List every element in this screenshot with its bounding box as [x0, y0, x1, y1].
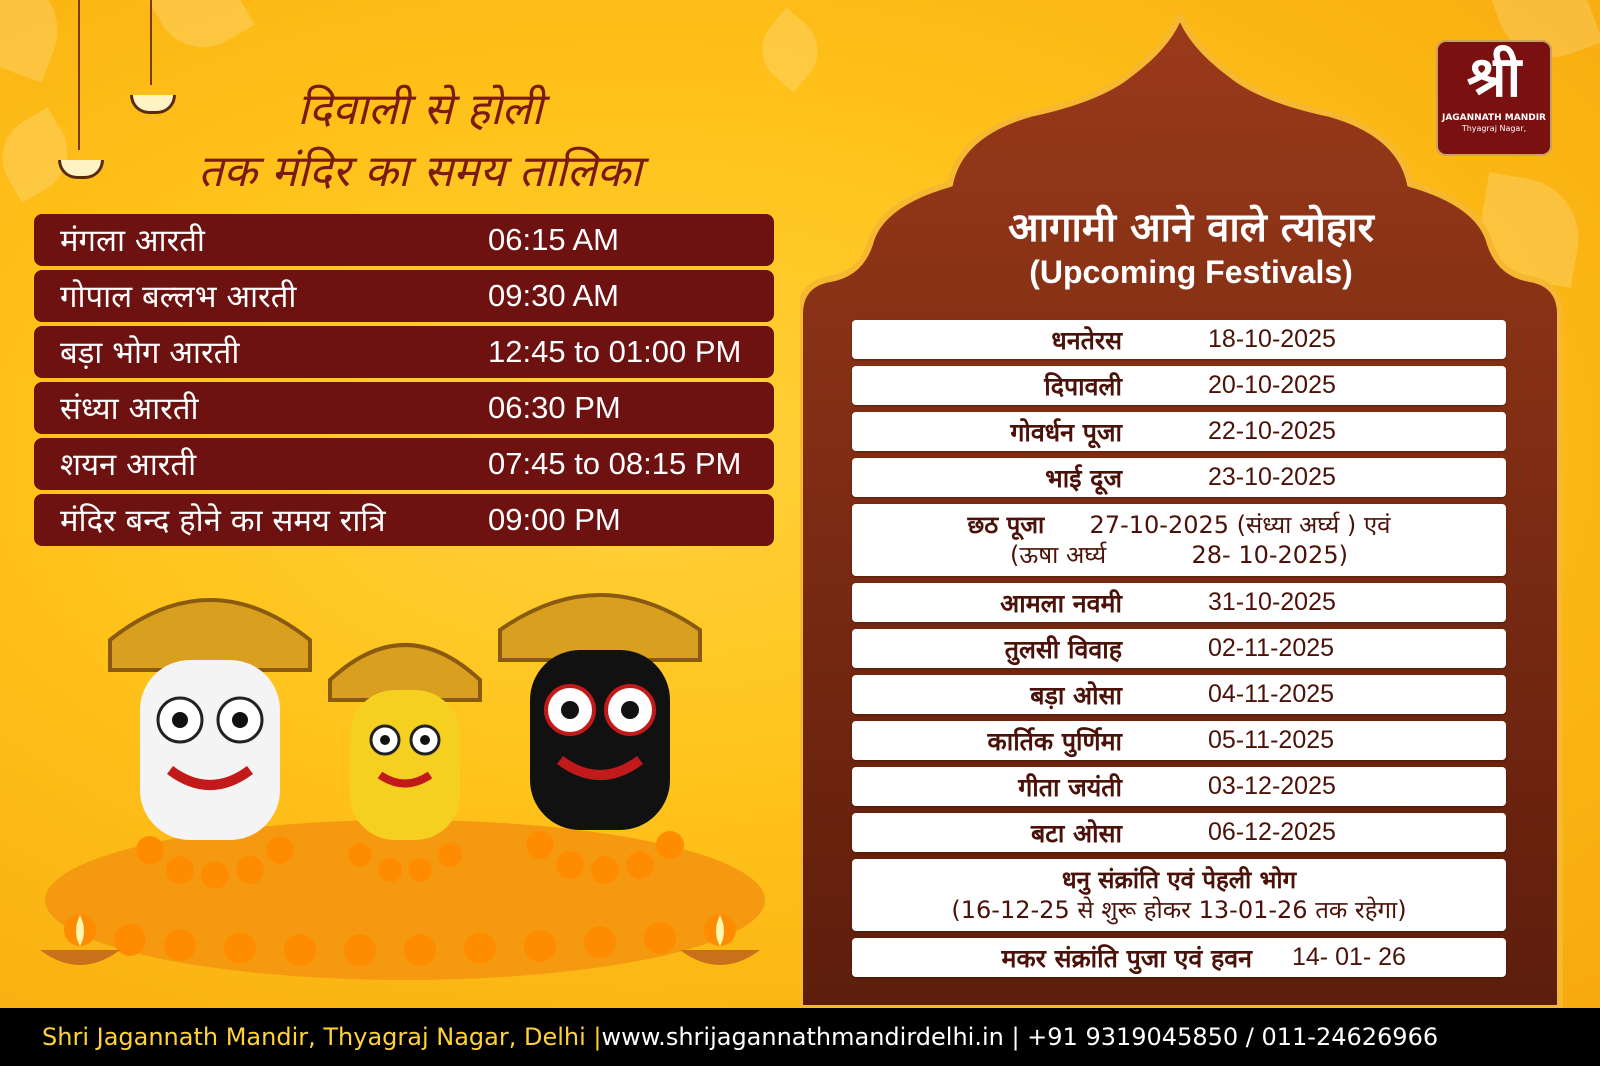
logo-subtext: Thyagraj Nagar, [1461, 124, 1527, 133]
page-title-line1: दिवाली से होली [297, 84, 543, 135]
festival-name: छठ पूजा [967, 511, 1045, 539]
footer-contact[interactable]: www.shrijagannathmandirdelhi.in | +91 9319045850 / 011-24626966 [601, 1023, 1439, 1051]
festival-date: 23-10-2025 [1208, 463, 1336, 491]
deity-illustration [40, 570, 770, 990]
festival-row [852, 938, 1506, 977]
festival-name: बटा ओसा [1030, 818, 1122, 848]
hanging-lamp-icon [58, 160, 104, 179]
festival-row [852, 629, 1506, 668]
festival-row [852, 721, 1506, 760]
festival-row [852, 675, 1506, 714]
timing-row [34, 270, 774, 322]
festival-row [852, 813, 1506, 852]
lamp-chain [150, 0, 152, 85]
leaf-decoration [0, 0, 73, 83]
festival-name: गोवर्धन पूजा [1010, 417, 1122, 447]
festivals-heading-english: (Upcoming Festivals) [1029, 254, 1353, 290]
festival-date: 31-10-2025 [1208, 588, 1336, 616]
aarti-name: मंदिर बन्द होने का समय रात्रि [60, 503, 386, 539]
aarti-name: शयन आरती [60, 447, 197, 483]
festival-name: दिपावली [1044, 371, 1122, 401]
festival-name: तुलसी विवाह [1004, 634, 1122, 664]
festival-date: 27-10-2025 (संध्या अर्घ्य ) एवं [1089, 511, 1391, 539]
aarti-time: 06:15 AM [488, 222, 619, 257]
aarti-name: गोपाल बल्लभ आरती [60, 279, 297, 315]
festival-row [852, 458, 1506, 497]
deity-subhadra [330, 645, 480, 840]
festival-date: 04-11-2025 [1208, 680, 1335, 708]
festival-date: 06-12-2025 [1208, 818, 1336, 846]
page-title-line2: तक मंदिर का समय तालिका [198, 146, 642, 197]
aarti-name: बड़ा भोग आरती [60, 335, 240, 371]
festival-list [852, 320, 1506, 984]
timing-row [34, 382, 774, 434]
festival-date: 05-11-2025 [1208, 726, 1335, 754]
festival-date: 02-11-2025 [1208, 634, 1335, 662]
festival-name: आमला नवमी [1000, 588, 1122, 618]
festival-row-dhanu [852, 859, 1506, 931]
festival-row [852, 583, 1506, 622]
chhath-line1 [967, 510, 1390, 540]
chhath-line2 [1010, 540, 1348, 570]
festival-row [852, 412, 1506, 451]
aarti-name: संध्या आरती [60, 391, 199, 427]
logo-text: JAGANNATH MANDIR [1441, 113, 1546, 123]
festival-row [852, 767, 1506, 806]
aarti-time: 06:30 PM [488, 390, 621, 425]
shri-logo-glyph: श्री [1466, 44, 1522, 110]
festival-date: 22-10-2025 [1208, 417, 1336, 445]
timing-row [34, 214, 774, 266]
footer-address: Shri Jagannath Mandir, Thyagraj Nagar, Delhi | [42, 1023, 602, 1051]
festival-name: धनतेरस [1051, 325, 1122, 355]
timing-row [34, 438, 774, 490]
deity-jagannath [500, 595, 700, 830]
lamp-chain [78, 0, 80, 150]
festival-date: 14- 01- 26 [1292, 943, 1406, 971]
festival-date: 03-12-2025 [1208, 772, 1336, 800]
festivals-heading-hindi: आगामी आने वाले त्योहार [1008, 205, 1374, 251]
festival-row-chhath [852, 504, 1506, 576]
festival-detail: (16-12-25 से शुरू होकर 13-01-26 तक रहेगा) [951, 896, 1407, 924]
festival-name: कार्तिक पुर्णिमा [987, 726, 1122, 756]
temple-logo [1436, 40, 1552, 156]
leaf-decoration [0, 107, 83, 203]
festival-date: 28- 10-2025) [1191, 541, 1348, 569]
timing-row [34, 494, 774, 546]
festival-date: 20-10-2025 [1208, 371, 1336, 399]
leaf-decoration [145, 0, 254, 65]
festival-name: धनु संक्रांति एवं पेहली भोग [1061, 866, 1297, 894]
timing-row [34, 326, 774, 378]
festival-name: बड़ा ओसा [1030, 680, 1122, 710]
festival-row [852, 366, 1506, 405]
aarti-time: 07:45 to 08:15 PM [488, 446, 742, 481]
festival-date: 18-10-2025 [1208, 325, 1336, 353]
festival-name: गीता जयंती [1018, 772, 1122, 802]
footer-bar [0, 1008, 1600, 1066]
festival-name: भाई दूज [1045, 463, 1122, 493]
deity-balabhadra [110, 600, 310, 840]
aarti-name: मंगला आरती [60, 223, 205, 259]
aarti-time: 12:45 to 01:00 PM [488, 334, 742, 369]
timing-table [34, 214, 774, 550]
aarti-time: 09:00 PM [488, 502, 621, 537]
festival-row [852, 320, 1506, 359]
festival-note: (ऊषा अर्घ्य [1010, 541, 1107, 569]
festival-name: मकर संक्रांति पुजा एवं हवन [1001, 943, 1252, 973]
aarti-time: 09:30 AM [488, 278, 619, 313]
